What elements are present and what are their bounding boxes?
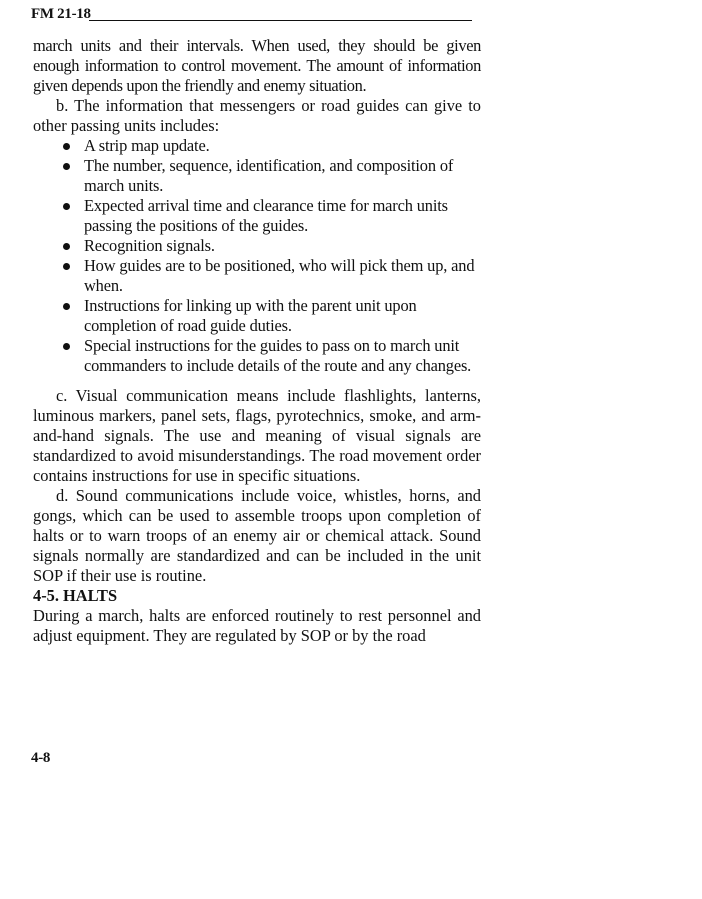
list-item-text: Special instructions for the guides to pass on to march unit commanders to include details of the route and any changes.: [84, 336, 472, 375]
paragraph-c: c. Visual communication means include flashlights, lanterns, luminous markers, panel sets, flags, pyrotechnics, smoke, and arm-and-hand signals. The use and meaning of visual signals are standardized to avoid misunderstandings. The road movement order contains instructions for use in specific situations.: [33, 386, 481, 485]
list-item-text: Instructions for linking up with the parent unit upon completion of road guide duties.: [84, 296, 417, 335]
list-item-text: Recognition signals.: [84, 236, 215, 255]
manual-number: FM 21-18: [31, 6, 91, 22]
bullet-icon: [63, 163, 70, 170]
running-header: [31, 4, 472, 24]
paragraph-b: b. The information that messengers or road guides can give to other passing units includes:: [33, 96, 481, 135]
continuation-paragraph: march units and their intervals. When used, they should be given enough information to control movement. The amount of information given depends upon the friendly and enemy situation.: [33, 36, 481, 95]
bullet-icon: [63, 303, 70, 310]
bullet-icon: [63, 263, 70, 270]
list-item: [33, 296, 481, 336]
list-item: [33, 136, 481, 156]
list-item: [33, 156, 481, 196]
section-paragraph: During a march, halts are enforced routinely to rest personnel and adjust equipment. They are regulated by SOP or by the road: [33, 606, 481, 645]
paragraph-d: d. Sound communications include voice, whistles, horns, and gongs, which can be used to assemble troops upon completion of halts or to warn troops of an enemy air or chemical attack. Sound signals normally are standardized and can be included in the unit SOP if their use is routine.: [33, 486, 481, 585]
bullet-list: [33, 136, 481, 376]
list-item: [33, 236, 481, 256]
bullet-icon: [63, 343, 70, 350]
bullet-icon: [63, 243, 70, 250]
list-item-text: How guides are to be positioned, who will pick them up, and when.: [84, 256, 475, 295]
page-number: 4-8: [31, 750, 51, 766]
list-item: [33, 256, 481, 296]
header-rule: [89, 20, 472, 21]
list-item-text: The number, sequence, identification, and composition of march units.: [84, 156, 454, 195]
bullet-icon: [63, 143, 70, 150]
section-heading: 4-5. HALTS: [33, 586, 118, 605]
list-item: [33, 336, 481, 376]
list-item-text: Expected arrival time and clearance time for march units passing the positions of the guides.: [84, 196, 448, 235]
bullet-icon: [63, 203, 70, 210]
list-item-text: A strip map update.: [84, 136, 210, 155]
page-body: [33, 36, 481, 646]
list-item: [33, 196, 481, 236]
